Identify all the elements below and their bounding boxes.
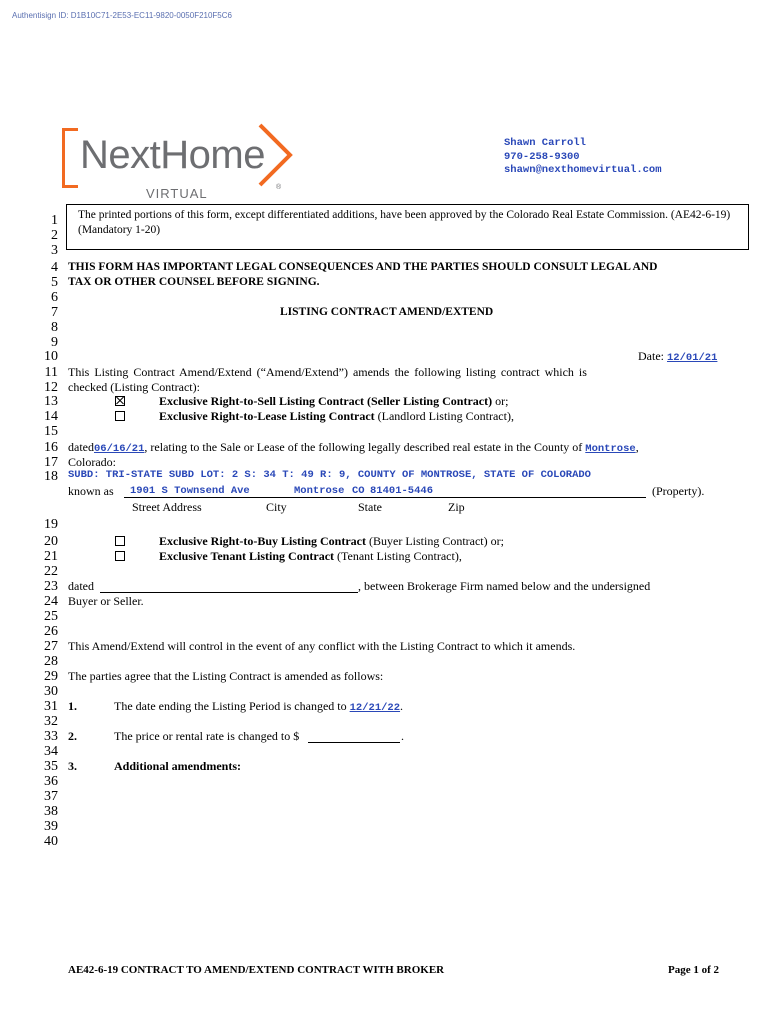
line-number: 26: [44, 624, 58, 639]
logo-text: NextHome: [80, 133, 265, 177]
line-number: 37: [44, 789, 58, 804]
item-3-number: 3.: [68, 759, 77, 773]
footer-left: AE42-6-19 CONTRACT TO AMEND/EXTEND CONTRACT WITH BROKER: [68, 964, 445, 976]
state-label: State: [358, 500, 382, 514]
checkbox-landlord-listing[interactable]: [115, 411, 125, 421]
line-number: 38: [44, 804, 58, 819]
item-1-number: 1.: [68, 699, 77, 713]
authsign-id: Authentisign ID: D1B10C71-2E53-EC11-9820-0050F210F5C6: [12, 11, 232, 20]
address-street[interactable]: 1901 S Townsend Ave: [130, 485, 250, 497]
option-tenant-listing-rest: (Tenant Listing Contract),: [334, 549, 462, 563]
option-landlord-listing: [159, 409, 514, 424]
item-1-end: .: [400, 699, 404, 713]
date-row: [638, 349, 717, 366]
listing-end-date-value[interactable]: 12/21/22: [349, 702, 401, 714]
line-number: 16: [44, 440, 58, 455]
line-number: 36: [44, 774, 58, 789]
notice-text: The printed portions of this form, except differentiated additions, have been approved by the Colorado Real Estate Commission. (AE42-6-19) (Mandatory 1-20): [78, 209, 731, 236]
line-number: 2: [51, 228, 58, 243]
line-number: 32: [44, 714, 58, 729]
address-underline: [124, 497, 646, 498]
line-number: 40: [44, 834, 58, 849]
logo-registered: ®: [276, 184, 282, 191]
item-2-end: .: [401, 729, 404, 743]
dated2-rest: , between Brokerage Firm named below and the undersigned: [358, 579, 651, 593]
logo-bracket: [62, 128, 78, 188]
line-number: 33: [44, 729, 58, 744]
line-number: 6: [51, 290, 58, 305]
line-number: 14: [44, 409, 58, 424]
line-number: 12: [44, 380, 58, 395]
line-number: 35: [44, 759, 58, 774]
checkbox-seller-listing[interactable]: [115, 396, 125, 406]
line-number: 17: [44, 455, 58, 470]
checkbox-tenant-listing[interactable]: [115, 551, 125, 561]
intro-line-1: This Listing Contract Amend/Extend (“Amend/Extend”) amends the following listing contract which is: [68, 365, 587, 379]
agent-name: Shawn Carroll: [504, 137, 586, 149]
line-number: 10: [44, 349, 58, 364]
line-number: 8: [51, 320, 58, 335]
property-label: (Property).: [652, 484, 705, 498]
dated2-blank[interactable]: [100, 592, 358, 593]
price-blank[interactable]: [308, 742, 400, 743]
option-tenant-listing-title: Exclusive Tenant Listing Contract: [159, 549, 335, 563]
colorado-label: Colorado:: [68, 455, 116, 469]
intro-line-2: checked (Listing Contract):: [68, 380, 200, 394]
line-number: 11: [44, 365, 58, 380]
logo-subtitle: VIRTUAL: [146, 186, 208, 201]
dated-mid-text: , relating to the Sale or Lease of the following legally described real estate in the County of: [144, 440, 586, 454]
item-3-text: Additional amendments:: [114, 759, 242, 773]
option-seller-listing-title: Exclusive Right-to-Sell Listing Contract (Seller Listing Contract): [159, 394, 493, 408]
line-number: 22: [44, 564, 58, 579]
zip-label: Zip: [448, 500, 465, 514]
footer-page: Page 1 of 2: [668, 964, 720, 976]
line-number: 29: [44, 669, 58, 684]
buyer-seller-text: Buyer or Seller.: [68, 594, 144, 608]
agent-email: shawn@nexthomevirtual.com: [504, 164, 662, 176]
line-number: 30: [44, 684, 58, 699]
checkbox-buyer-listing[interactable]: [115, 536, 125, 546]
option-landlord-listing-rest: (Landlord Listing Contract),: [374, 409, 514, 423]
line-number: 15: [44, 424, 58, 439]
address-state[interactable]: CO: [352, 485, 365, 497]
item-1-text: The date ending the Listing Period is changed to: [114, 699, 350, 713]
page-title: LISTING CONTRACT AMEND/EXTEND: [280, 306, 494, 318]
warning-line-1: THIS FORM HAS IMPORTANT LEGAL CONSEQUENCES AND THE PARTIES SHOULD CONSULT LEGAL AND: [68, 261, 658, 273]
line-number: 13: [44, 394, 58, 409]
line-number: 1: [51, 213, 58, 228]
line-number: 34: [44, 744, 58, 759]
control-text: This Amend/Extend will control in the event of any conflict with the Listing Contract to which it amends.: [68, 639, 576, 653]
option-seller-listing-rest: or;: [492, 394, 509, 408]
address-city[interactable]: Montrose: [294, 485, 345, 497]
line-number: 20: [44, 534, 58, 549]
item-2-number: 2.: [68, 729, 77, 743]
item-1: [114, 699, 403, 716]
line-number: 5: [51, 275, 58, 290]
county-value[interactable]: Montrose: [585, 443, 636, 455]
date-value[interactable]: 12/01/21: [667, 352, 718, 364]
line-number: 31: [44, 699, 58, 714]
dated-end: ,: [635, 440, 639, 454]
item-2-text: The price or rental rate is changed to $: [114, 729, 300, 743]
line-number: 39: [44, 819, 58, 834]
dated2-label: dated: [68, 579, 94, 593]
parties-text: The parties agree that the Listing Contract is amended as follows:: [68, 669, 384, 683]
dated-line: [68, 440, 639, 457]
option-seller-listing: [159, 394, 508, 409]
line-number: 21: [44, 549, 58, 564]
line-number: 24: [44, 594, 58, 609]
legal-description[interactable]: SUBD: TRI-STATE SUBD LOT: 2 S: 34 T: 49 R: 9, COUNTY OF MONTROSE, STATE OF COLORADO: [68, 469, 591, 481]
option-buyer-listing-title: Exclusive Right-to-Buy Listing Contract: [159, 534, 366, 548]
dated-label: dated: [68, 440, 94, 454]
agent-phone: 970-258-9300: [504, 151, 580, 163]
dated-value[interactable]: 06/16/21: [94, 443, 145, 455]
line-number: 19: [44, 517, 58, 532]
option-landlord-listing-title: Exclusive Right-to-Lease Listing Contract: [159, 409, 375, 423]
date-label: Date:: [638, 349, 664, 363]
warning-line-2: TAX OR OTHER COUNSEL BEFORE SIGNING.: [68, 276, 320, 288]
line-number: 23: [44, 579, 58, 594]
city-label: City: [266, 500, 287, 514]
line-number: 28: [44, 654, 58, 669]
address-zip[interactable]: 81401-5446: [370, 485, 434, 497]
line-number: 9: [51, 335, 58, 350]
option-buyer-listing: [159, 534, 504, 549]
line-number: 4: [51, 260, 58, 275]
line-number: 27: [44, 639, 58, 654]
option-buyer-listing-rest: (Buyer Listing Contract) or;: [366, 534, 504, 548]
line-number: 25: [44, 609, 58, 624]
option-tenant-listing: [159, 549, 462, 564]
known-as-label: known as: [68, 484, 114, 498]
street-address-label: Street Address: [132, 500, 202, 514]
line-number: 18: [44, 469, 58, 484]
line-number: 3: [51, 243, 58, 258]
line-number: 7: [51, 305, 58, 320]
logo-chevron-icon: [250, 122, 298, 188]
